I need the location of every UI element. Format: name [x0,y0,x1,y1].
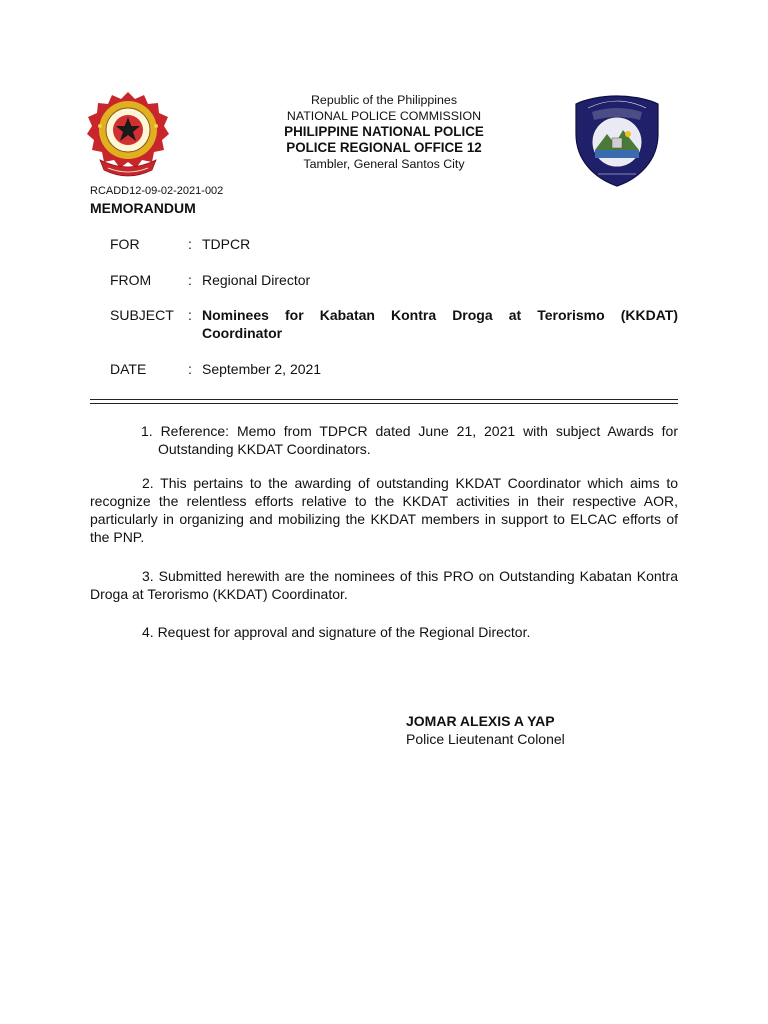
pnp-emblem-icon [86,90,170,186]
header-napolcom: NATIONAL POLICE COMMISSION [286,109,482,123]
memo-title: MEMORANDUM [90,200,196,216]
header-address: Tambler, General Santos City [303,157,465,171]
pnp-emblem-logo [86,90,170,186]
field-date-value: September 2, 2021 [202,361,322,377]
field-subject-colon: : [188,307,192,323]
body-paragraph-1: 1. Reference: Memo from TDPCR dated June 21, 2021 with subject Awards for Outstanding KKDAT Coordinators. [141,423,678,457]
divider-rule-top [90,399,678,400]
pro12-badge-logo [574,94,660,188]
body-paragraph-3: 3. Submitted herewith are the nominees of this PRO on Outstanding Kabatan Kontra Droga at Terorismo (KKDAT) Coordinator. [90,568,678,602]
signatory-name: JOMAR ALEXIS A YAP [406,713,555,729]
field-date-label: DATE [110,361,147,377]
signature-block [406,712,565,748]
reference-number: RCADD12-09-02-2021-002 [90,185,224,197]
letterhead [230,92,538,172]
field-from-value: Regional Director [202,272,311,288]
body-paragraph-4: 4. Request for approval and signature of the Regional Director. [142,624,531,640]
field-for-label: FOR [110,236,140,252]
header-pnp: PHILIPPINE NATIONAL POLICE [284,124,484,139]
header-republic: Republic of the Philippines [310,93,458,107]
field-for-value: TDPCR [202,236,251,252]
body-paragraph-2: 2. This pertains to the awarding of outstanding KKDAT Coordinator which aims to recognize the relentless efforts relative to the KKDAT activities in their respective AOR, particularly in organizing and mobilizing the KKDAT members in support to ELCAC efforts of the PNP. [90,475,678,545]
field-subject-value: Nominees for Kabatan Kontra Droga at Terorismo (KKDAT) Coordinator [202,307,678,341]
divider-rule-bottom [90,403,678,404]
field-for-colon: : [188,236,192,252]
header-regional-office: POLICE REGIONAL OFFICE 12 [286,140,482,155]
field-from-label: FROM [110,272,152,288]
signatory-rank: Police Lieutenant Colonel [406,731,565,747]
field-from-colon: : [188,272,192,288]
field-subject-label: SUBJECT [110,307,174,323]
field-date-colon: : [188,361,192,377]
police-badge-icon [574,94,660,188]
